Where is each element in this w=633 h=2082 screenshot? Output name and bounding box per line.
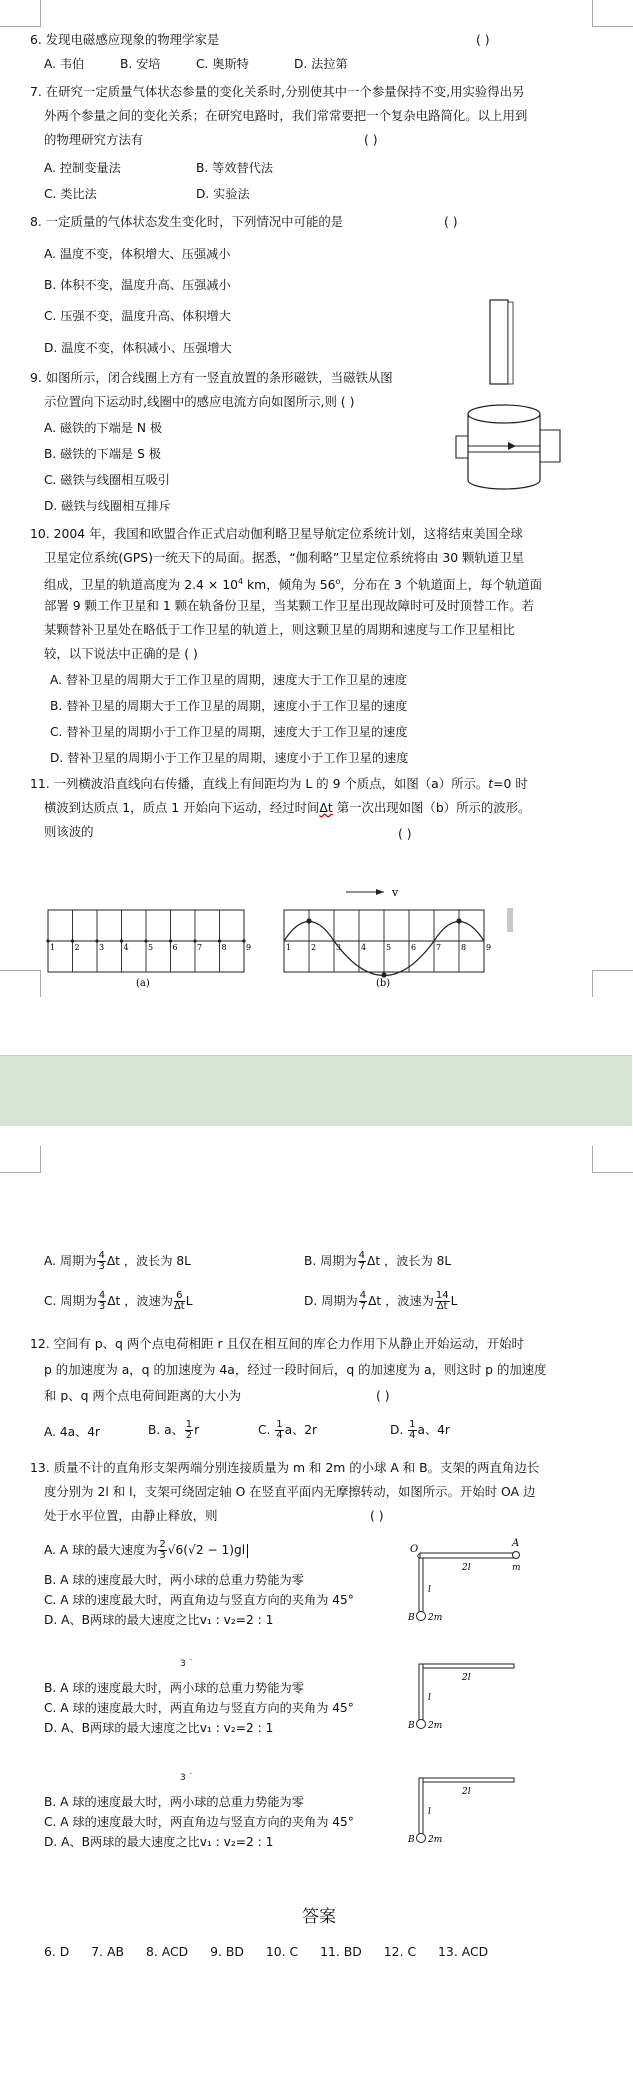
q7-option-d: D. 实验法 xyxy=(196,187,250,201)
option-label: C. 周期为 xyxy=(44,1294,97,1308)
q11-delta-t: Δt xyxy=(319,800,333,815)
option-label: B. 周期为 xyxy=(304,1254,357,1268)
q11-option-a xyxy=(44,1251,191,1272)
q6-option-a: A. 韦伯 xyxy=(44,57,85,71)
q10-line-3 xyxy=(44,574,542,593)
q12-option-c xyxy=(258,1420,317,1441)
ball-b xyxy=(417,1720,426,1729)
q9-option-a: A. 磁铁的下端是 N 极 xyxy=(44,421,163,435)
bar-magnet xyxy=(490,300,508,384)
numerator: 4 xyxy=(98,1290,106,1301)
arm-ob xyxy=(419,1664,423,1720)
option-label: A. 周期为 xyxy=(44,1254,97,1268)
answer-item: 8. ACD xyxy=(145,1944,189,1959)
q10-line-4: 部署 9 颗工作卫星和 1 颗在轨备份卫星，当某颗工作卫星出现故障时可及时顶替工作。若 xyxy=(44,598,534,613)
text-cursor xyxy=(247,1544,248,1558)
page-corner-mark xyxy=(0,970,41,997)
q8-answer-paren: ( ) xyxy=(444,214,458,229)
particle-label: 8 xyxy=(221,943,227,952)
particle-label: 6 xyxy=(411,943,417,952)
q7-line-3: 的物理研究方法有 xyxy=(44,132,144,147)
denominator: Δt xyxy=(436,1301,448,1312)
q10-line3-part: km，倾角为 56 xyxy=(243,577,336,593)
q10-line-2: 卫星定位系统(GPS)一统天下的局面。据悉，“伽利略”卫星定位系统将由 30 颗轨道卫星 xyxy=(44,550,524,565)
option-text: √6(√2 − 1)gl xyxy=(167,1543,246,1557)
current-direction-arrow xyxy=(508,442,516,450)
q11-option-b xyxy=(304,1251,451,1272)
label-l: l xyxy=(428,1693,431,1703)
q7-line-2: 外两个参量之间的变化关系；在研究电路时，我们常常要把一个复杂电路简化。以上用到 xyxy=(44,108,528,123)
q9-option-c: C. 磁铁与线圈相互吸引 xyxy=(44,473,170,487)
fraction xyxy=(275,1420,283,1441)
fraction xyxy=(174,1291,185,1312)
bar-magnet-side xyxy=(508,302,513,384)
q11-line-3: 则该波的 xyxy=(44,824,94,839)
q8-option-a: A. 温度不变，体积增大、压强减小 xyxy=(44,247,231,261)
particle-label: 1 xyxy=(286,943,292,952)
label-2l: 2l xyxy=(462,1673,471,1683)
particle-dot xyxy=(456,918,461,923)
option-text: r xyxy=(194,1423,200,1437)
q11-answer-paren: ( ) xyxy=(398,826,412,841)
option-text: L xyxy=(185,1294,193,1308)
q7-line-1: 7. 在研究一定质量气体状态参量的变化关系时,分别使其中一个参量保持不变,用实验得出另 xyxy=(30,84,525,99)
q6-stem: 6. 发现电磁感应现象的物理学家是 xyxy=(30,32,220,47)
page-corner-mark xyxy=(0,1146,41,1173)
q11-option-c xyxy=(44,1291,193,1312)
particle-label: 5 xyxy=(386,943,392,952)
denominator: 4 xyxy=(409,1430,416,1441)
label-a: A xyxy=(512,1538,520,1549)
right-angle-frame-figure xyxy=(408,1770,526,1850)
option-text: Δt ，波长为 8L xyxy=(367,1254,452,1268)
q8-option-b: B. 体积不变，温度升高、压强减小 xyxy=(44,278,231,292)
q9-line-2: 示位置向下运动时,线圈中的感应电流方向如图所示,则 ( ) xyxy=(44,394,355,409)
numerator: 14 xyxy=(435,1290,449,1301)
option-text: a、2r xyxy=(284,1423,318,1437)
q11-var-t: t xyxy=(488,776,494,791)
q10-option-d: D. 替补卫星的周期小于工作卫星的周期，速度小于工作卫星的速度 xyxy=(50,751,409,765)
denominator: 7 xyxy=(358,1261,366,1272)
denominator: 3 xyxy=(98,1301,106,1312)
option-text: C. xyxy=(258,1423,275,1437)
fraction xyxy=(97,1251,105,1272)
particle-dot xyxy=(306,918,311,923)
q11-line-1 xyxy=(30,776,528,792)
option-text: D. xyxy=(390,1423,408,1437)
label-2l: 2l xyxy=(462,1563,471,1573)
q8-stem: 8. 一定质量的气体状态发生变化时，下列情况中可能的是 xyxy=(30,214,344,229)
q13-repeat-option-c: C. A 球的速度最大时，两直角边与竖直方向的夹角为 45° xyxy=(44,1701,354,1715)
q7-option-c: C. 类比法 xyxy=(44,187,97,201)
q8-option-d: D. 温度不变，体积减小、压强增大 xyxy=(44,341,232,355)
label-l: l xyxy=(428,1807,431,1817)
right-angle-frame-figure xyxy=(408,1656,526,1736)
figure-b-caption: (b) xyxy=(376,978,391,989)
label-b: B xyxy=(408,1613,415,1623)
denominator: Δt xyxy=(173,1301,185,1312)
label-2m: 2m xyxy=(428,1613,443,1623)
particle-label: 2 xyxy=(311,943,317,952)
wave-figure-b xyxy=(276,880,496,988)
particle-label: 3 xyxy=(336,943,342,952)
q6-option-d: D. 法拉第 xyxy=(294,57,348,71)
fraction xyxy=(185,1420,193,1441)
q12-answer-paren: ( ) xyxy=(376,1388,390,1403)
fraction xyxy=(98,1291,106,1312)
page-separator xyxy=(0,1055,632,1127)
q10-line-5: 某颗替补卫星处在略低于工作卫星的轨道上，则这颗卫星的周期和速度与工作卫星相比 xyxy=(44,622,515,637)
label-2m: 2m xyxy=(428,1721,443,1731)
q9-option-b: B. 磁铁的下端是 S 极 xyxy=(44,447,161,461)
stray-mark: 3 ˙ xyxy=(180,1659,194,1669)
q11-line2-part: 第一次出现如图（b）所示的波形。 xyxy=(332,800,531,815)
q12-option-b xyxy=(148,1420,199,1441)
q10-line3-part: ，分布在 3 个轨道面上，每个轨道面 xyxy=(340,577,543,593)
q10-option-b: B. 替补卫星的周期大于工作卫星的周期，速度小于工作卫星的速度 xyxy=(50,699,408,713)
q10-line3-part: 组成，卫星的轨道高度为 2.4 × 10 xyxy=(44,577,238,593)
arm-oa xyxy=(420,1778,514,1782)
arm-ob xyxy=(419,1778,423,1834)
q11-line1-part: =0 时 xyxy=(493,776,528,791)
option-text: B. a、 xyxy=(148,1423,184,1437)
q6-option-b: B. 安培 xyxy=(120,57,161,71)
scroll-indicator xyxy=(507,908,513,932)
q13-option-d: D. A、B两球的最大速度之比v₁ : v₂=2 : 1 xyxy=(44,1613,274,1627)
q13-option-c: C. A 球的速度最大时，两直角边与竖直方向的夹角为 45° xyxy=(44,1593,354,1607)
q12-option-d xyxy=(390,1420,450,1441)
page-corner-mark xyxy=(592,0,633,27)
q13-option-a xyxy=(44,1540,248,1561)
q7-answer-paren: ( ) xyxy=(364,132,378,147)
answer-item: 10. C xyxy=(265,1944,299,1959)
q13-line-3: 处于水平位置，由静止释放，则 xyxy=(44,1508,218,1523)
page-corner-mark xyxy=(592,970,633,997)
label-l: l xyxy=(428,1585,431,1595)
q11-line-2 xyxy=(44,800,530,816)
coil-bottom-arc xyxy=(468,480,540,489)
numerator: 1 xyxy=(185,1419,193,1430)
denominator: 7 xyxy=(359,1301,367,1312)
arm-oa xyxy=(420,1664,514,1668)
particle-label: 5 xyxy=(148,943,154,952)
label-b: B xyxy=(408,1721,415,1731)
figure-a-caption: (a) xyxy=(136,978,150,989)
particle-dot xyxy=(381,972,386,977)
fraction xyxy=(358,1251,366,1272)
q7-option-b: B. 等效替代法 xyxy=(196,161,274,175)
q13-option-b: B. A 球的速度最大时，两小球的总重力势能为零 xyxy=(44,1573,304,1587)
arm-ob xyxy=(419,1558,423,1612)
coil-lead-left xyxy=(456,436,468,458)
q13-answer-paren: ( ) xyxy=(370,1508,384,1523)
q13-repeat-option-b: B. A 球的速度最大时，两小球的总重力势能为零 xyxy=(44,1795,304,1809)
numerator: 1 xyxy=(276,1419,283,1430)
q11-option-d xyxy=(304,1291,457,1312)
answer-title: 答案 xyxy=(302,1907,336,1927)
option-text: a、4r xyxy=(417,1423,450,1437)
particle-label: 9 xyxy=(486,943,492,952)
numerator: 1 xyxy=(409,1419,416,1430)
answer-item: 7. AB xyxy=(91,1944,125,1959)
particle-label: 4 xyxy=(361,943,367,952)
q10-line-6: 较，以下说法中正确的是 ( ) xyxy=(44,646,198,661)
label-2m: 2m xyxy=(428,1835,443,1845)
q7-option-a: A. 控制变量法 xyxy=(44,161,121,175)
q13-repeat-option-c: C. A 球的速度最大时，两直角边与竖直方向的夹角为 45° xyxy=(44,1815,354,1829)
page-corner-mark xyxy=(592,1146,633,1173)
arm-oa xyxy=(420,1553,514,1558)
option-text: Δt ，波速为 xyxy=(107,1294,173,1308)
q9-option-d: D. 磁铁与线圈相互排斥 xyxy=(44,499,171,513)
numerator: 4 xyxy=(98,1250,105,1261)
q11-line2-part: 横波到达质点 1，质点 1 开始向下运动，经过时间 xyxy=(44,800,320,815)
particle-label: 6 xyxy=(172,943,178,952)
wave-figure-a xyxy=(40,880,250,988)
option-label: D. 周期为 xyxy=(304,1294,358,1308)
answer-item: 11. BD xyxy=(320,1944,362,1959)
option-text: L xyxy=(450,1294,458,1308)
q8-option-c: C. 压强不变，温度升高、体积增大 xyxy=(44,309,231,323)
option-text: Δt ，波长为 8L xyxy=(106,1254,191,1268)
ball-b xyxy=(417,1834,426,1843)
q12-line-3: 和 p、q 两个点电荷间距离的大小为 xyxy=(44,1388,242,1403)
label-b: B xyxy=(408,1835,415,1845)
q12-line-1: 12. 空间有 p、q 两个点电荷相距 r 且仅在相互间的库仑力作用下从静止开始运动，开始时 xyxy=(30,1336,524,1351)
velocity-arrow-head xyxy=(376,889,384,895)
q10-option-c: C. 替补卫星的周期小于工作卫星的周期，速度大于工作卫星的速度 xyxy=(50,725,408,739)
q6-option-c: C. 奥斯特 xyxy=(196,57,249,71)
q9-line-1: 9. 如图所示，闭合线圈上方有一竖直放置的条形磁铁，当磁铁从图 xyxy=(30,370,393,385)
q10-degree-mark: o xyxy=(335,577,341,586)
particle-label: 1 xyxy=(50,943,56,952)
stray-mark: 3 ˙ xyxy=(180,1773,194,1783)
answer-list xyxy=(44,1944,488,1960)
label-m: m xyxy=(512,1563,521,1573)
answer-item: 13. ACD xyxy=(438,1944,489,1959)
q10-exponent: 4 xyxy=(237,577,244,586)
q12-option-a: A. 4a、4r xyxy=(44,1425,101,1439)
answer-item: 12. C xyxy=(383,1944,417,1959)
denominator: 3 xyxy=(159,1550,166,1561)
fraction xyxy=(359,1291,367,1312)
q13-line-1: 13. 质量不计的直角形支架两端分别连接质量为 m 和 2m 的小球 A 和 B。支架的两直角边长 xyxy=(30,1460,540,1475)
particle-label: 4 xyxy=(123,943,129,952)
q10-line-1: 10. 2004 年，我国和欧盟合作正式启动伽利略卫星导航定位系统计划，这将结束美国全球 xyxy=(30,526,523,541)
q12-line-2: p 的加速度为 a，q 的加速度为 4a，经过一段时间后，q 的加速度为 a，则这时 p 的加速度 xyxy=(44,1362,547,1377)
fraction xyxy=(435,1291,450,1312)
numerator: 4 xyxy=(359,1290,367,1301)
q13-repeat-option-d: D. A、B两球的最大速度之比v₁ : v₂=2 : 1 xyxy=(44,1721,274,1735)
velocity-label: v xyxy=(392,886,399,899)
option-text: Δt ，波速为 xyxy=(368,1294,434,1308)
q10-option-a: A. 替补卫星的周期大于工作卫星的周期，速度大于工作卫星的速度 xyxy=(50,673,408,687)
coil-top-ellipse xyxy=(468,405,540,423)
q13-repeat-option-b: B. A 球的速度最大时，两小球的总重力势能为零 xyxy=(44,1681,304,1695)
particle-label: 3 xyxy=(99,943,105,952)
q11-line1-part: 11. 一列横波沿直线向右传播，直线上有间距均为 L 的 9 个质点，如图（a）所示。 xyxy=(30,776,489,791)
fraction xyxy=(158,1540,166,1561)
numerator: 6 xyxy=(174,1291,185,1302)
denominator: 4 xyxy=(276,1430,283,1441)
particle-label: 2 xyxy=(74,943,80,952)
particle-label: 7 xyxy=(197,943,203,952)
ball-a xyxy=(513,1552,520,1559)
q13-repeat-option-d: D. A、B两球的最大速度之比v₁ : v₂=2 : 1 xyxy=(44,1835,274,1849)
coil-lead-right xyxy=(540,430,560,462)
numerator: 4 xyxy=(358,1250,366,1261)
page-corner-mark xyxy=(0,0,41,27)
label-o: O xyxy=(410,1544,419,1555)
document-page-2 xyxy=(0,1126,632,2082)
answer-item: 9. BD xyxy=(210,1944,244,1959)
particle-label: 8 xyxy=(461,943,467,952)
particle-label: 9 xyxy=(246,943,252,952)
magnet-coil-figure xyxy=(456,296,568,496)
answer-item: 6. D xyxy=(44,1944,70,1959)
fraction xyxy=(408,1420,416,1441)
right-angle-frame-figure xyxy=(408,1536,526,1626)
q6-answer-paren: ( ) xyxy=(476,32,490,47)
q13-line-2: 度分别为 2l 和 l，支架可绕固定轴 O 在竖直平面内无摩擦转动，如图所示。开始时 OA 边 xyxy=(44,1484,536,1499)
option-text: A. A 球的最大速度为 xyxy=(44,1543,158,1557)
denominator: 3 xyxy=(98,1261,105,1272)
ball-b xyxy=(417,1612,426,1621)
denominator: 2 xyxy=(185,1430,193,1441)
label-2l: 2l xyxy=(462,1787,471,1797)
numerator: 2 xyxy=(159,1539,166,1550)
particle-label: 7 xyxy=(436,943,442,952)
